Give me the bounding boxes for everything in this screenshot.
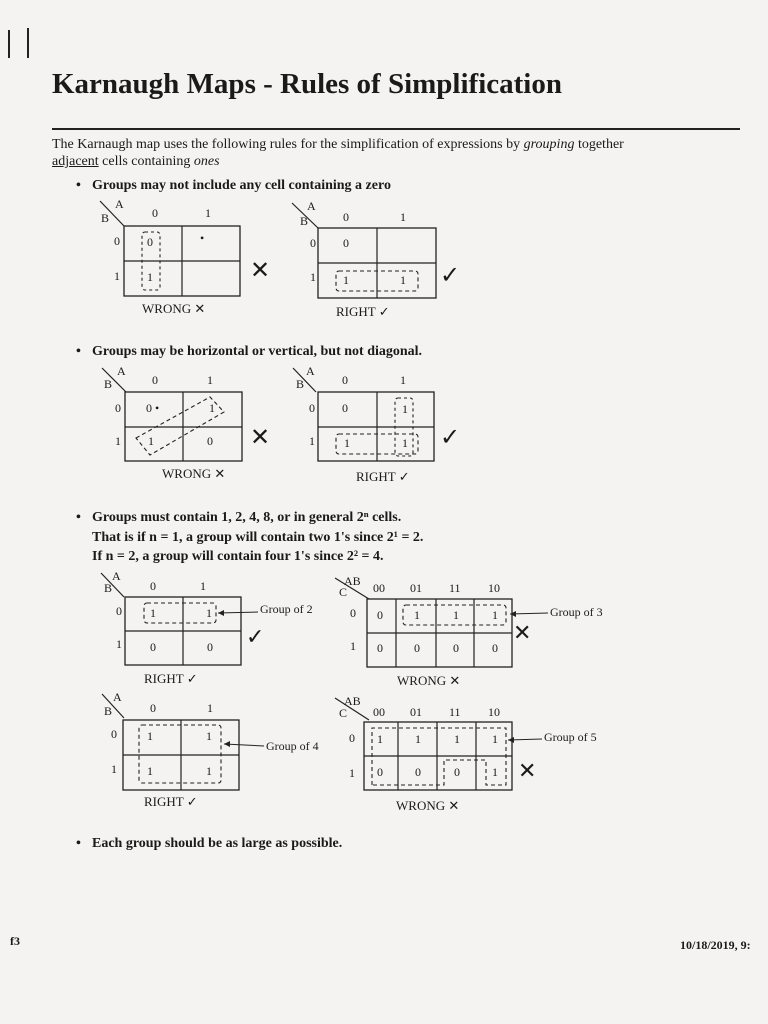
- rule-text: Groups may be horizontal or vertical, but not diagonal.: [92, 344, 423, 359]
- row-header: 1: [116, 637, 122, 651]
- rule-3-line-2: That is if n = 1, a group will contain two 1's since 2¹ = 2.: [92, 530, 424, 545]
- map-caption: RIGHT ✓: [144, 671, 198, 686]
- row-header: 0: [116, 604, 122, 618]
- page-number: f3: [10, 934, 20, 948]
- col-header: 1: [400, 210, 406, 224]
- cell-value: 1: [209, 401, 215, 415]
- col-header: 0: [342, 373, 348, 387]
- kmap-1: [100, 197, 270, 316]
- var-c-label: C: [339, 585, 348, 599]
- cell-value: 1: [414, 608, 420, 622]
- col-header: 11: [449, 581, 461, 595]
- map-caption: WRONG ✕: [162, 466, 226, 481]
- var-a-label: A: [307, 199, 316, 213]
- var-c-label: C: [339, 706, 348, 720]
- cell-value: 0: [343, 236, 349, 250]
- col-header: 1: [207, 373, 213, 387]
- intro-text: cells containing: [98, 154, 194, 169]
- bullet-dot: •: [76, 178, 81, 193]
- cell-value: 1: [148, 434, 154, 448]
- intro-emphasis: grouping: [523, 137, 575, 152]
- cell-value: 1: [454, 732, 460, 746]
- cell-value: 1: [147, 270, 153, 284]
- row-header: 0: [115, 401, 121, 415]
- row-header: 1: [349, 766, 355, 780]
- cell-value: 1: [147, 764, 153, 778]
- cell-value: 0: [207, 640, 213, 654]
- arrow-head: [224, 741, 230, 747]
- col-header: 10: [488, 705, 500, 719]
- row-header: 0: [310, 236, 316, 250]
- cell-value: 1: [402, 436, 408, 450]
- var-a-label: A: [115, 197, 124, 211]
- mark-check: ✓: [246, 624, 265, 649]
- var-a-label: A: [113, 690, 122, 704]
- cell-value: 0: [377, 608, 383, 622]
- intro-underline: adjacent: [52, 154, 99, 169]
- row-header: 0: [349, 731, 355, 745]
- col-header: 11: [449, 705, 461, 719]
- col-header: 1: [400, 373, 406, 387]
- cell-value: 0: [492, 641, 498, 655]
- group-annotation: Group of 4: [266, 739, 319, 753]
- cell-value: 0: [207, 434, 213, 448]
- kmap-6: [335, 574, 603, 688]
- row-header: 1: [114, 269, 120, 283]
- var-ab-label: AB: [344, 694, 361, 708]
- cell-value: 1: [400, 273, 406, 287]
- var-a-label: A: [112, 569, 121, 583]
- rule-text: Groups must contain 1, 2, 4, 8, or in general 2ⁿ cells.: [92, 510, 402, 525]
- row-header: 1: [350, 639, 356, 653]
- cell-value: 0: [377, 765, 383, 779]
- group-annotation: Group of 2: [260, 602, 313, 616]
- cell-value: 0: [453, 641, 459, 655]
- cell-value: 1: [402, 402, 408, 416]
- arrow-head: [508, 737, 514, 743]
- cell-value: 1: [206, 764, 212, 778]
- cell-value: 0: [414, 641, 420, 655]
- map-caption: RIGHT ✓: [144, 794, 198, 809]
- intro-emphasis: ones: [193, 154, 220, 169]
- bullet-dot: •: [76, 344, 81, 359]
- page-title: Karnaugh Maps - Rules of Simplification: [52, 68, 562, 100]
- row-header: 1: [309, 434, 315, 448]
- group-annotation: Group of 3: [550, 605, 603, 619]
- cell-value: 1: [343, 273, 349, 287]
- print-timestamp: 10/18/2019, 9:: [680, 938, 751, 952]
- row-header: 1: [310, 270, 316, 284]
- map-caption: WRONG ✕: [397, 673, 461, 688]
- col-header: 0: [152, 373, 158, 387]
- cell-value: 0: [415, 765, 421, 779]
- rule-3-line-3: If n = 2, a group will contain four 1's since 2² = 4.: [92, 549, 384, 564]
- cell-value: 1: [206, 606, 212, 620]
- col-header: 01: [410, 705, 422, 719]
- row-header: 0: [350, 606, 356, 620]
- cell-value: 1: [147, 729, 153, 743]
- col-header: 00: [373, 581, 385, 595]
- arrow-head: [218, 610, 224, 616]
- var-b-label: B: [300, 214, 309, 228]
- bullet-dot: •: [76, 836, 81, 851]
- col-header: 10: [488, 581, 500, 595]
- cell-value: 1: [492, 765, 498, 779]
- var-b-label: B: [101, 211, 110, 225]
- var-b-label: B: [104, 377, 113, 391]
- intro-text: The Karnaugh map uses the following rules for the simplification of expressions by: [52, 137, 524, 152]
- row-header: 0: [114, 234, 120, 248]
- mark-check: ✓: [440, 425, 461, 451]
- var-a-label: A: [306, 364, 315, 378]
- row-header: 0: [309, 401, 315, 415]
- var-ab-label: AB: [344, 574, 361, 588]
- col-header: 0: [150, 579, 156, 593]
- kmap-2: [292, 199, 460, 319]
- cell-value: 0: [377, 641, 383, 655]
- cell-value: 1: [453, 608, 459, 622]
- col-header: 0: [343, 210, 349, 224]
- cell-value: 0 •: [146, 401, 160, 415]
- cell-value: 0: [454, 765, 460, 779]
- bullet-dot: •: [76, 510, 81, 525]
- mark-cross: ✕: [250, 258, 271, 284]
- arrow-head: [510, 611, 516, 617]
- var-b-label: B: [104, 704, 113, 718]
- row-header: 1: [115, 434, 121, 448]
- rule-text: Groups may not include any cell containing a zero: [92, 178, 391, 193]
- rule-text: Each group should be as large as possible.: [92, 836, 343, 851]
- cell-value: 1: [206, 729, 212, 743]
- cell-value: 0: [147, 235, 153, 249]
- row-header: 1: [111, 762, 117, 776]
- mark-cross: ✕: [518, 758, 537, 783]
- cell-value: 1: [377, 732, 383, 746]
- var-a-label: A: [117, 364, 126, 378]
- map-caption: RIGHT ✓: [356, 469, 410, 484]
- col-header: 01: [410, 581, 422, 595]
- var-b-label: B: [104, 581, 113, 595]
- kmap-4: [293, 364, 460, 484]
- cell-value: 1: [415, 732, 421, 746]
- mark-cross: ✕: [250, 425, 271, 451]
- col-header: 0: [150, 701, 156, 715]
- var-b-label: B: [296, 377, 305, 391]
- map-caption: RIGHT ✓: [336, 304, 390, 319]
- col-header: 0: [152, 206, 158, 220]
- col-header: 1: [205, 206, 211, 220]
- kmap-5: [101, 569, 313, 686]
- cell-value: 1: [492, 732, 498, 746]
- map-caption: WRONG ✕: [142, 301, 206, 316]
- col-header: 1: [200, 579, 206, 593]
- cell-value: 0: [342, 401, 348, 415]
- map-caption: WRONG ✕: [396, 798, 460, 813]
- cell-value: •: [200, 231, 205, 245]
- mark-cross: ✕: [513, 620, 532, 645]
- col-header: 1: [207, 701, 213, 715]
- kmap-8: [335, 694, 597, 813]
- kmap-3: [102, 364, 270, 481]
- cell-value: 0: [150, 640, 156, 654]
- col-header: 00: [373, 705, 385, 719]
- cell-value: 1: [492, 608, 498, 622]
- kmap-7: [102, 690, 319, 809]
- group-annotation: Group of 5: [544, 730, 597, 744]
- cell-value: 1: [344, 436, 350, 450]
- mark-check: ✓: [440, 263, 461, 289]
- intro-text: together: [574, 137, 624, 152]
- row-header: 0: [111, 727, 117, 741]
- cell-value: 1: [150, 606, 156, 620]
